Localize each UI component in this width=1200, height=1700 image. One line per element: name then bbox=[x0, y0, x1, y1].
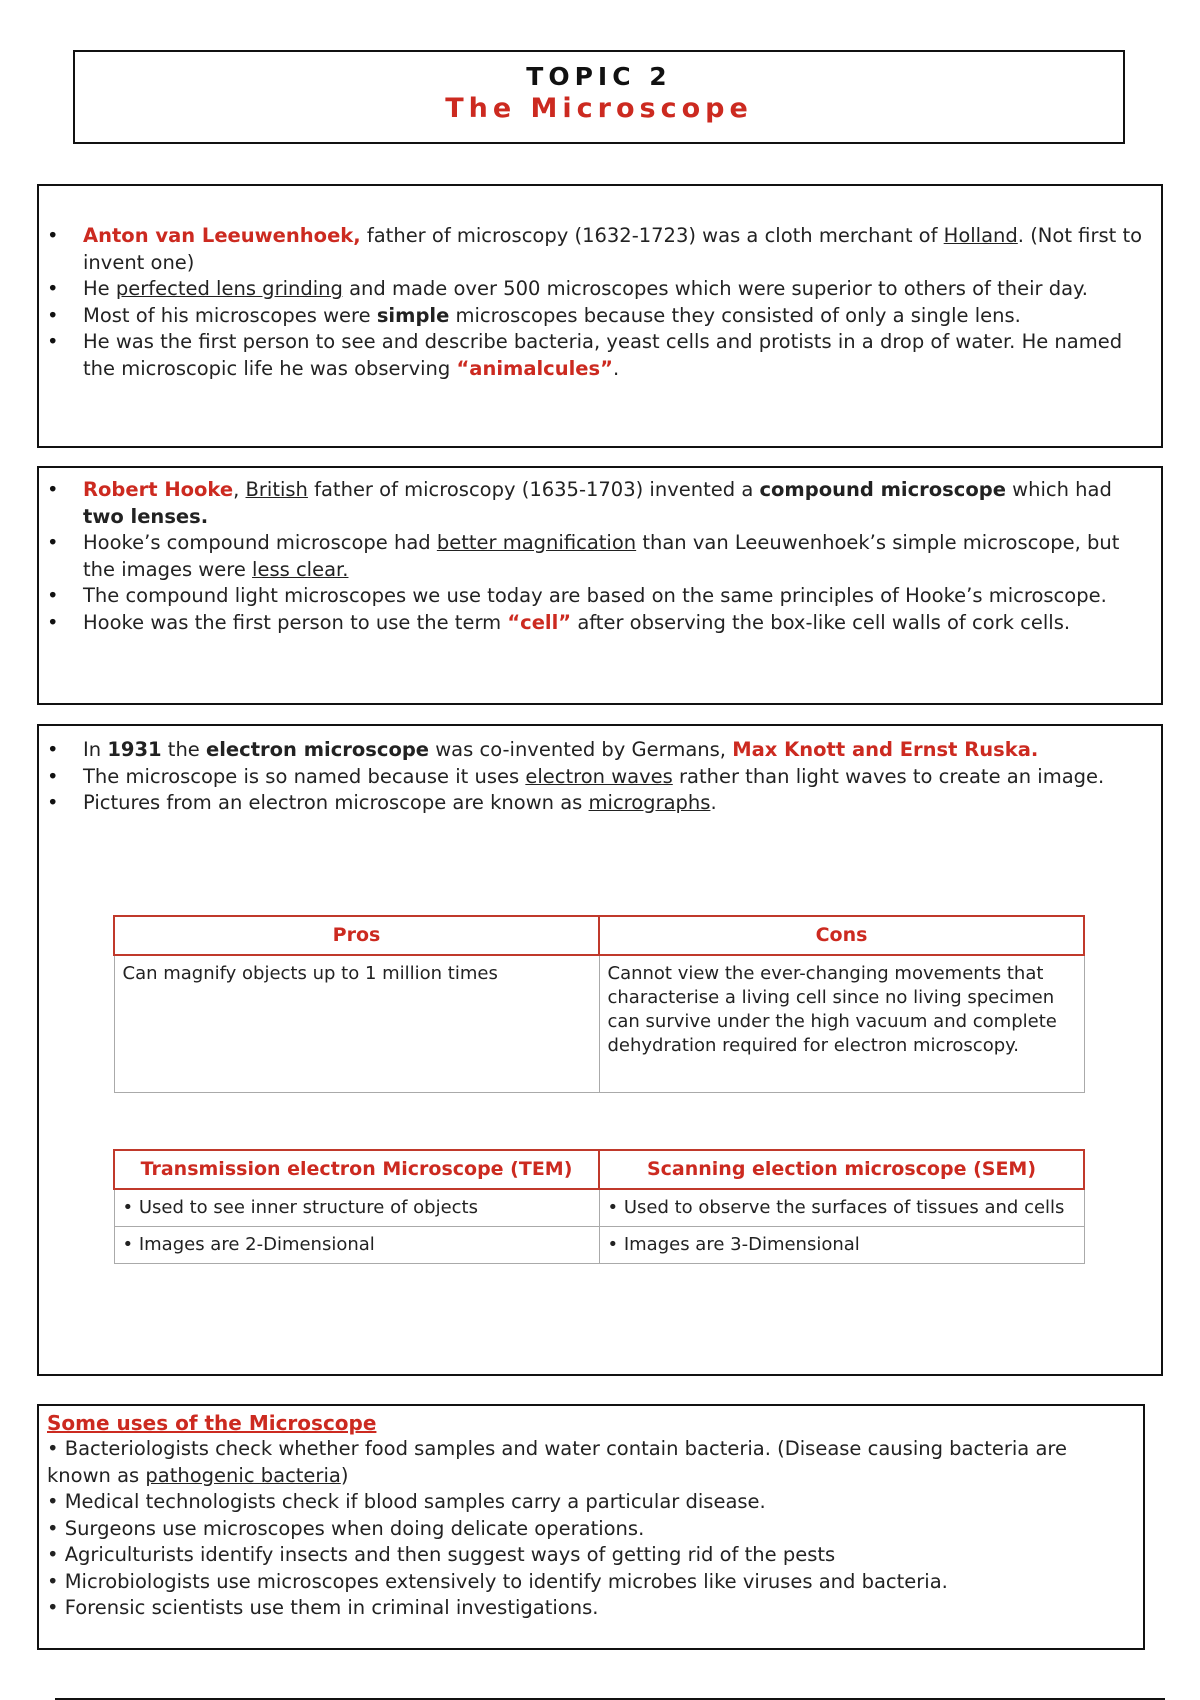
list-item: • Agriculturists identify insects and then suggest ways of getting rid of the pests bbox=[47, 1543, 836, 1566]
table-cell: • Used to see inner structure of objects bbox=[114, 1189, 599, 1227]
animalcules-term: “animalcules” bbox=[456, 356, 613, 380]
list-item bbox=[83, 583, 1151, 610]
holland-term: Holland bbox=[943, 224, 1018, 247]
list-item bbox=[83, 530, 1151, 583]
list-item: • Surgeons use microscopes when doing delicate operations. bbox=[47, 1516, 645, 1540]
pros-cell: Can magnify objects up to 1 million times bbox=[114, 955, 599, 1093]
list-item bbox=[83, 329, 1151, 382]
list-item: • Forensic scientists use them in criminal investigations. bbox=[47, 1596, 599, 1619]
text: than van Leeuwenhoek’s simple microscope, but the images were bbox=[83, 531, 1120, 581]
pathogenic-term: pathogenic bacteria bbox=[145, 1463, 341, 1487]
list-item bbox=[47, 1436, 1135, 1489]
table-cell: • Used to observe the surfaces of tissues and cells bbox=[599, 1189, 1084, 1227]
uses-title: Some uses of the Microscope bbox=[47, 1411, 377, 1435]
text: In bbox=[83, 738, 108, 761]
tem-sem-table bbox=[113, 1149, 1085, 1264]
table-row bbox=[114, 1227, 1084, 1264]
list-item bbox=[83, 303, 1151, 330]
text: was co-invented by Germans, bbox=[429, 738, 733, 761]
table-row bbox=[114, 1189, 1084, 1227]
text: . bbox=[710, 791, 717, 814]
text: He was the first person to see and describe bacteria, yeast cells and protists in a drop of water. He named the microscopic life he was observing bbox=[83, 330, 1123, 380]
text: He bbox=[83, 277, 116, 300]
sem-header: Scanning election microscope (SEM) bbox=[599, 1150, 1084, 1189]
list-item bbox=[83, 764, 1151, 791]
inventors-names: Max Knott and Ernst Ruska. bbox=[732, 738, 1039, 761]
pros-cons-table bbox=[113, 915, 1085, 1093]
electron-waves-term: electron waves bbox=[525, 764, 673, 788]
list-item bbox=[83, 790, 1151, 817]
magnification-term: better magnification bbox=[436, 531, 637, 554]
topic-number: TOPIC 2 bbox=[526, 62, 672, 91]
year-term: 1931 bbox=[107, 738, 162, 761]
list-item bbox=[83, 223, 1151, 276]
list-item bbox=[83, 276, 1151, 303]
table-row bbox=[114, 955, 1084, 1093]
hooke-name: Robert Hooke bbox=[83, 478, 234, 501]
simple-term: simple bbox=[376, 303, 450, 327]
text: • Bacteriologists check whether food samples and water contain bacteria. (Disease causing bacteria are known as bbox=[47, 1437, 1067, 1487]
text: Most of his microscopes were bbox=[83, 303, 377, 327]
leeuwenhoek-section bbox=[37, 184, 1163, 448]
table-cell: • Images are 3-Dimensional bbox=[599, 1227, 1084, 1264]
two-lenses-term: two lenses. bbox=[83, 504, 209, 528]
list-item: • Microbiologists use microscopes extensively to identify microbes like viruses and bacteria. bbox=[47, 1569, 948, 1593]
text: rather than light waves to create an image. bbox=[672, 764, 1105, 788]
table-cell: • Images are 2-Dimensional bbox=[114, 1227, 599, 1264]
text: father of microscopy (1632-1723) was a cloth merchant of bbox=[360, 224, 944, 247]
list-item bbox=[83, 610, 1151, 637]
tem-header: Transmission electron Microscope (TEM) bbox=[114, 1150, 599, 1189]
text: Hooke’s compound microscope had bbox=[83, 531, 437, 554]
cons-cell: Cannot view the ever-changing movements that characterise a living cell since no living specimen can survive under the high vacuum and complete dehydration required for electron microscopy. bbox=[599, 955, 1084, 1093]
text: the bbox=[161, 738, 206, 761]
pros-header: Pros bbox=[114, 916, 599, 955]
text: Hooke was the first person to use the term bbox=[83, 610, 508, 634]
hooke-section bbox=[37, 466, 1163, 705]
text: and made over 500 microscopes which were superior to others of their day. bbox=[342, 277, 1088, 300]
micrographs-term: micrographs bbox=[588, 791, 711, 814]
uses-section bbox=[37, 1404, 1145, 1650]
text: which had bbox=[1005, 478, 1112, 501]
text: microscopes because they consisted of only a single lens. bbox=[449, 303, 1021, 327]
text: ) bbox=[340, 1463, 349, 1487]
compound-term: compound microscope bbox=[759, 478, 1006, 501]
list-item: • Medical technologists check if blood samples carry a particular disease. bbox=[47, 1490, 766, 1513]
title-box bbox=[73, 50, 1125, 144]
text: . bbox=[612, 356, 620, 380]
text: The compound light microscopes we use today are based on the same principles of Hooke’s microscope. bbox=[83, 584, 1107, 607]
cell-term: “cell” bbox=[507, 610, 572, 634]
text: . (Not first to invent one) bbox=[83, 224, 1143, 274]
text: father of microscopy (1635-1703) invented a bbox=[307, 478, 760, 501]
cons-header: Cons bbox=[599, 916, 1084, 955]
text: after observing the box-like cell walls of cork cells. bbox=[571, 610, 1071, 634]
electron-section bbox=[37, 724, 1163, 1376]
list-item bbox=[83, 477, 1151, 530]
electron-microscope-term: electron microscope bbox=[206, 738, 430, 761]
leeuwenhoek-name: Anton van Leeuwenhoek, bbox=[83, 224, 361, 247]
less-clear-term: less clear. bbox=[252, 557, 349, 581]
topic-title: The Microscope bbox=[445, 93, 753, 124]
text: The microscope is so named because it uses bbox=[83, 764, 526, 788]
lens-grinding-term: perfected lens grinding bbox=[115, 277, 343, 300]
text: Pictures from an electron microscope are known as bbox=[83, 791, 589, 814]
text: , bbox=[233, 478, 246, 501]
british-term: British bbox=[245, 478, 308, 501]
list-item bbox=[83, 737, 1151, 764]
